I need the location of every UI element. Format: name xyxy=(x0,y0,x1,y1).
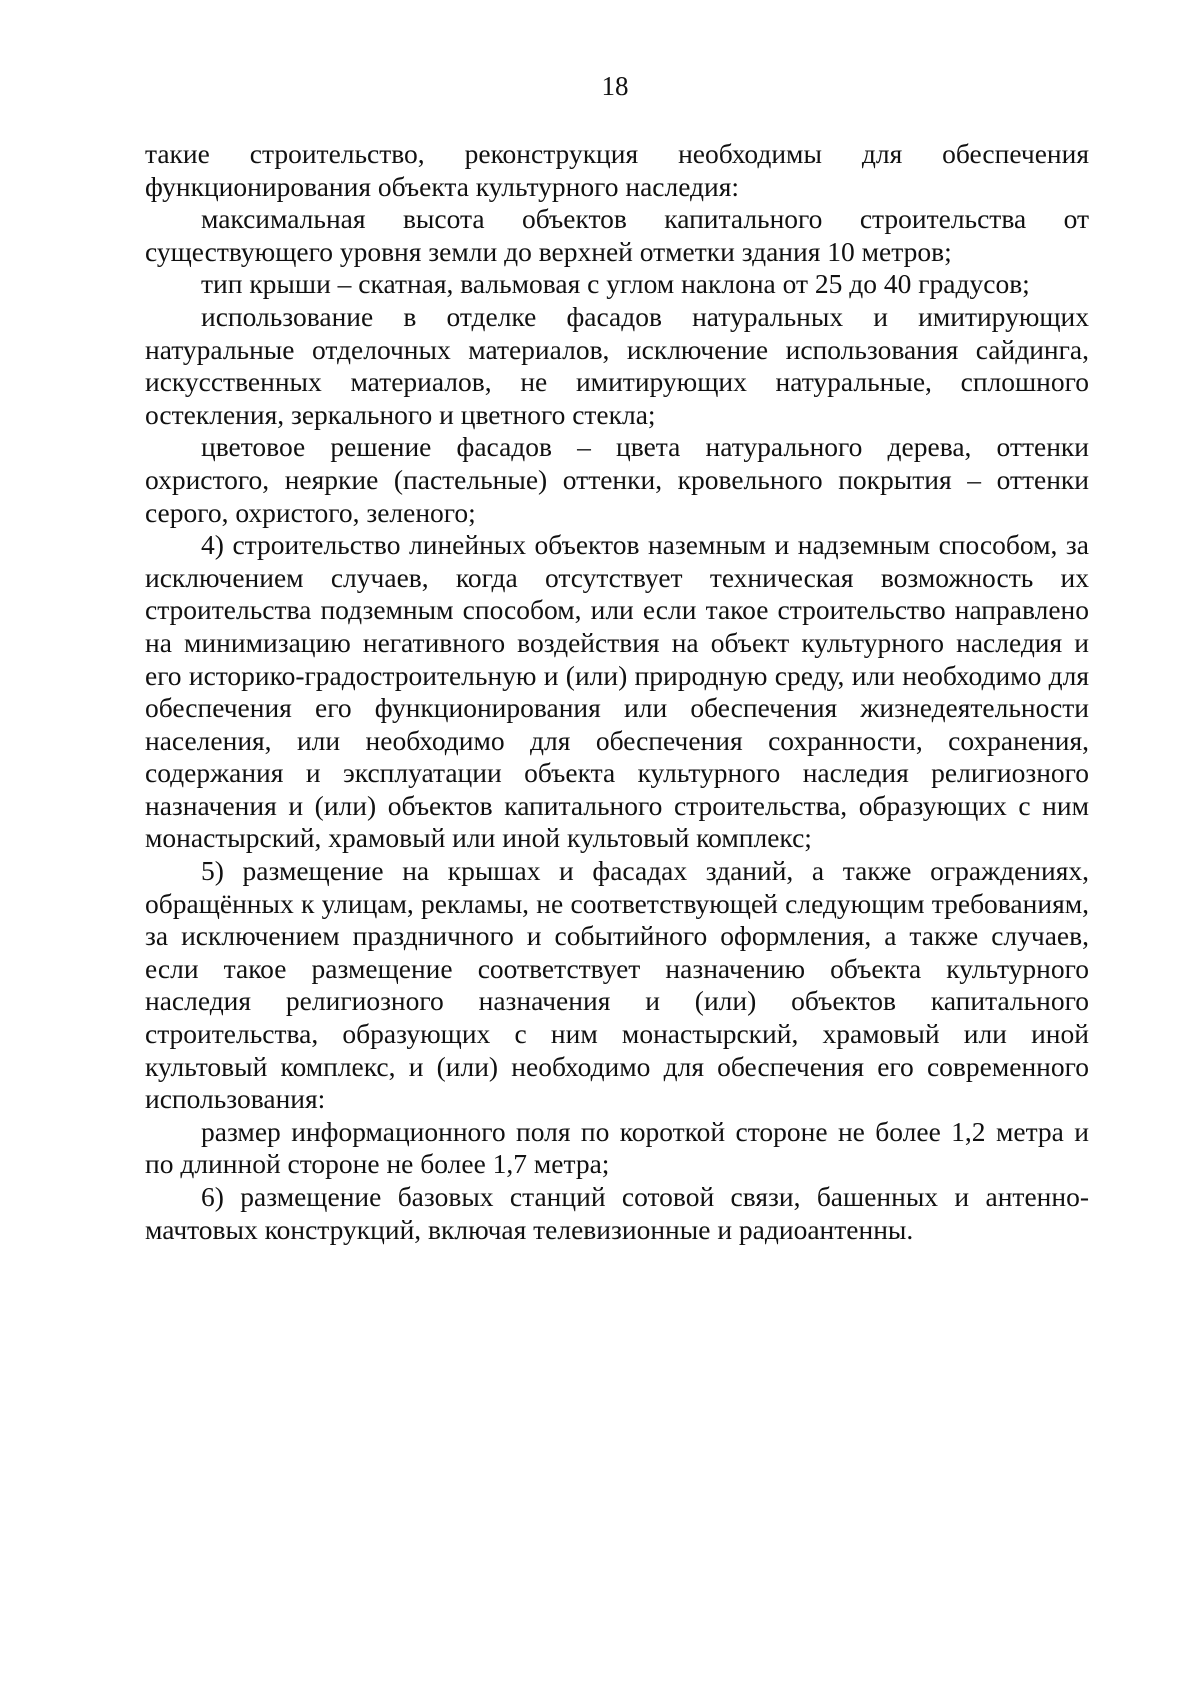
paragraph-item-5: 5) размещение на крышах и фасадах зданий, а также ограждениях, обращённых к улицам, рекламы, не соответствующей следующим требованиям, за исключением праздничного и событийного оформления, а также случаев, если такое размещение соответствует назначению объекта культурного наследия религиозного назначения и (или) объектов капитального строительства, образующих с ним монастырский, храмовый или иной культовый комплекс, и (или) необходимо для обеспечения его современного использования: xyxy=(145,855,1089,1115)
paragraph-continuation: такие строительство, реконструкция необходимы для обеспечения функционирования объекта культурного наследия: xyxy=(145,138,1089,202)
document-body xyxy=(145,138,1089,1246)
page-number: 18 xyxy=(601,71,629,101)
paragraph-facade-materials: использование в отделке фасадов натуральных и имитирующих натуральные отделочных материалов, исключение использования сайдинга, искусственных материалов, не имитирующих натуральные, сплошного остекления, зеркального и цветного стекла; xyxy=(145,300,1089,430)
paragraph-info-field-size: размер информационного поля по короткой стороне не более 1,2 метра и по длинной стороне не более 1,7 метра; xyxy=(145,1115,1089,1180)
paragraph-item-6: 6) размещение базовых станций сотовой связи, башенных и антенно-мачтовых конструкций, включая телевизионные и радиоантенны. xyxy=(145,1181,1089,1245)
paragraph-color-scheme: цветовое решение фасадов – цвета натурального дерева, оттенки охристого, неяркие (пастельные) оттенки, кровельного покрытия – оттенки серого, охристого, зеленого; xyxy=(145,431,1089,528)
paragraph-roof-type: тип крыши – скатная, вальмовая с углом наклона от 25 до 40 градусов; xyxy=(201,268,1030,300)
paragraph-max-height: максимальная высота объектов капитального строительства от существующего уровня земли до верхней отметки здания 10 метров; xyxy=(145,203,1089,267)
paragraph-item-4: 4) строительство линейных объектов наземным и надземным способом, за исключением случаев, когда отсутствует техническая возможность их строительства подземным способом, или если такое строительство направлено на минимизацию негативного воздействия на объект культурного наследия и его историко-градостроительную и (или) природную среду, или необходимо для обеспечения его функционирования или обеспечения жизнедеятельности населения, или необходимо для обеспечения сохранности, сохранения, содержания и эксплуатации объекта культурного наследия религиозного назначения и (или) объектов капитального строительства, образующих с ним монастырский, храмовый или иной культовый комплекс; xyxy=(145,529,1089,854)
